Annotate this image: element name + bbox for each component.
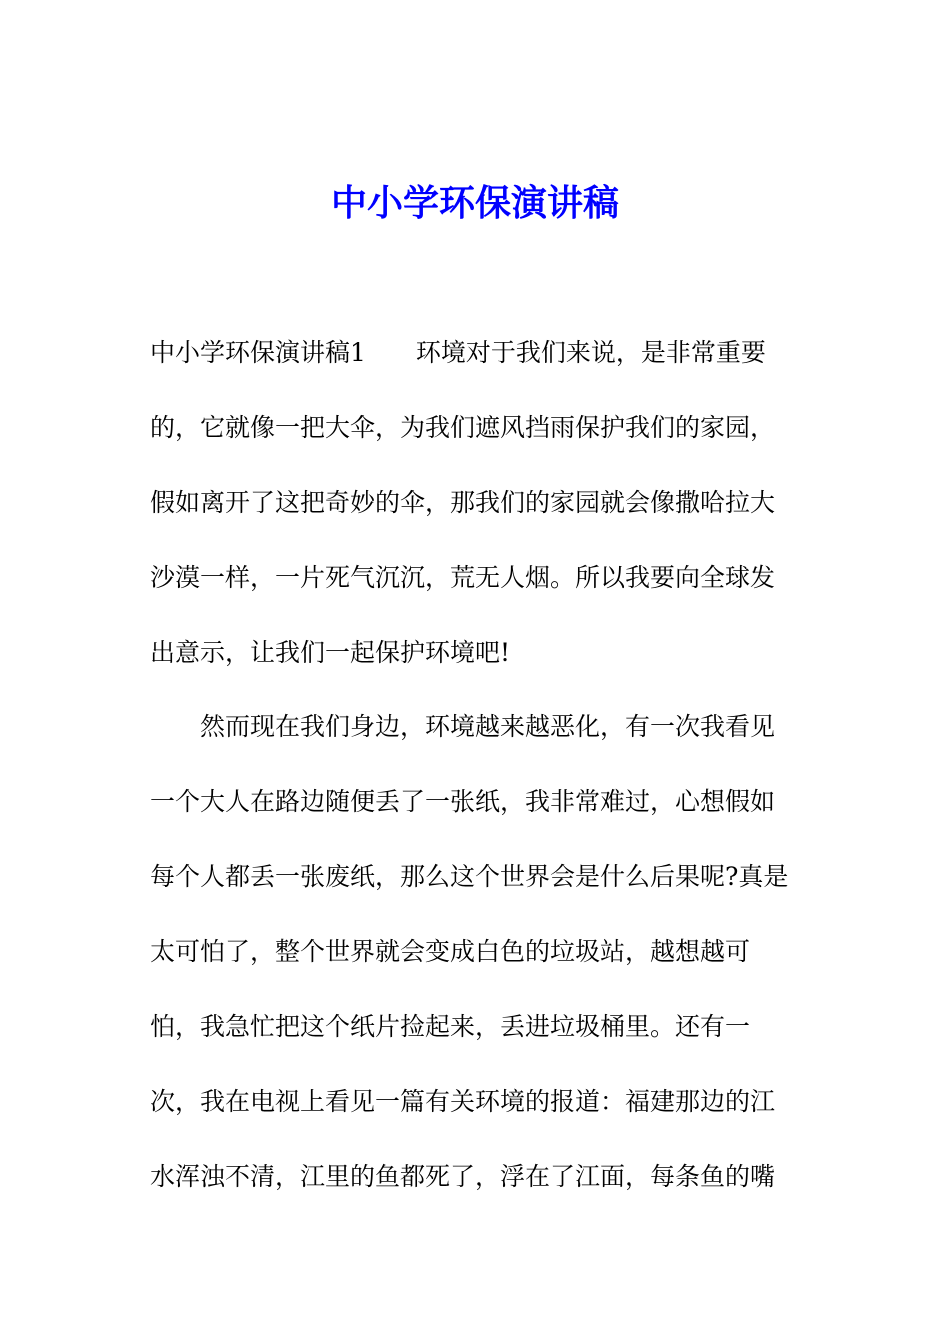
text-line xyxy=(150,336,830,370)
text-line: 怕，我急忙把这个纸片捡起来，丢进垃圾桶里。还有一 xyxy=(150,1012,751,1041)
document-title: 中小学环保演讲稿 xyxy=(330,182,619,224)
speech-heading-label: 中小学环保演讲稿1 xyxy=(150,338,366,367)
text-line: 假如离开了这把奇妙的伞，那我们的家园就会像撒哈拉大 xyxy=(150,488,776,517)
text-line-content: 环境对于我们来说，是非常重要 xyxy=(415,338,766,367)
text-line: 出意示，让我们一起保护环境吧! xyxy=(150,638,511,667)
text-line: 的，它就像一把大伞，为我们遮风挡雨保护我们的家园， xyxy=(150,413,776,442)
text-line: 每个人都丢一张废纸，那么这个世界会是什么后果呢?真是 xyxy=(150,862,789,891)
text-line: 沙漠一样，一片死气沉沉，荒无人烟。所以我要向全球发 xyxy=(150,563,776,592)
text-line: 太可怕了，整个世界就会变成白色的垃圾站，越想越可 xyxy=(150,937,751,966)
text-line: 次，我在电视上看见一篇有关环境的报道：福建那边的江 xyxy=(150,1087,776,1116)
text-line: 水浑浊不清，江里的鱼都死了，浮在了江面，每条鱼的嘴 xyxy=(150,1162,776,1191)
paragraph-first-line: 然而现在我们身边，环境越来越恶化，有一次我看见 xyxy=(200,712,776,741)
text-line: 一个大人在路边随便丢了一张纸，我非常难过，心想假如 xyxy=(150,787,776,816)
